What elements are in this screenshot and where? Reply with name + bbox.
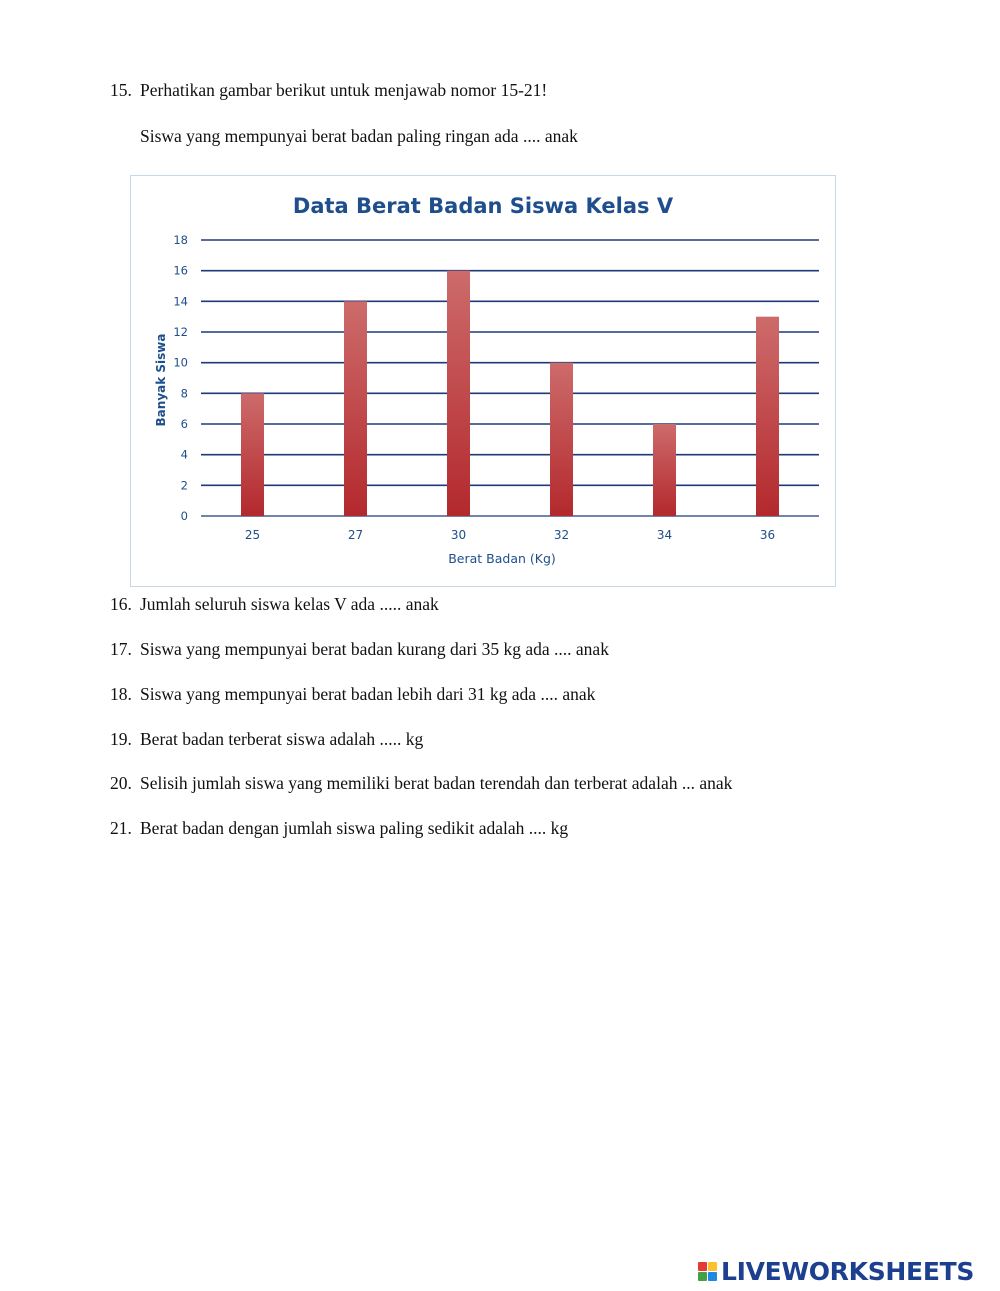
question-text: Berat badan terberat siswa adalah ..... kg xyxy=(140,729,424,749)
question-20 xyxy=(110,773,732,794)
x-axis-label: Berat Badan (Kg) xyxy=(448,551,556,566)
y-tick-label: 6 xyxy=(180,417,188,431)
question-16 xyxy=(110,594,439,615)
question-21 xyxy=(110,818,568,839)
y-tick-label: 8 xyxy=(180,386,188,401)
y-tick-label: 10 xyxy=(173,355,188,370)
bar xyxy=(344,301,367,516)
y-axis-label: Banyak Siswa xyxy=(154,333,168,427)
x-tick-label: 30 xyxy=(450,528,467,542)
question-19 xyxy=(110,729,423,750)
x-tick-label: 36 xyxy=(759,528,776,542)
question-text: Berat badan dengan jumlah siswa paling sedikit adalah .... kg xyxy=(140,818,569,838)
logo-blocks-icon xyxy=(698,1262,717,1281)
question-number: 20. xyxy=(110,773,132,793)
question-number: 16. xyxy=(110,594,132,614)
bar xyxy=(756,317,779,516)
y-tick-label: 0 xyxy=(180,509,188,523)
question-18 xyxy=(110,684,595,705)
logo-text: LIVEWORKSHEETS xyxy=(721,1256,975,1286)
x-tick-label: 32 xyxy=(553,528,570,542)
question-15 xyxy=(110,80,547,101)
question-number: 21. xyxy=(110,818,132,838)
question-15-sub: Siswa yang mempunyai berat badan paling ringan ada .... anak xyxy=(140,126,578,146)
question-text: Siswa yang mempunyai berat badan kurang dari 35 kg ada .... anak xyxy=(140,639,609,659)
question-text: Perhatikan gambar berikut untuk menjawab nomor 15-21! xyxy=(140,80,548,100)
chart-svg xyxy=(131,176,835,586)
bar xyxy=(241,393,264,516)
question-text: Selisih jumlah siswa yang memiliki berat badan terendah dan terberat adalah ... anak xyxy=(140,773,733,793)
logo-block xyxy=(698,1262,707,1271)
x-tick-label: 27 xyxy=(347,528,364,542)
y-tick-label: 16 xyxy=(173,263,188,278)
question-text: Siswa yang mempunyai berat badan lebih dari 31 kg ada .... anak xyxy=(140,684,596,704)
logo-block xyxy=(708,1272,717,1281)
bar xyxy=(550,363,573,516)
liveworksheets-logo[interactable] xyxy=(698,1256,974,1286)
x-tick-label: 34 xyxy=(656,528,673,542)
y-tick-label: 18 xyxy=(173,233,188,247)
bar xyxy=(447,271,470,516)
bar xyxy=(653,424,676,516)
question-number: 19. xyxy=(110,729,132,749)
weight-chart xyxy=(130,175,836,587)
y-tick-label: 2 xyxy=(180,478,188,493)
question-number: 18. xyxy=(110,684,132,704)
question-number: 15. xyxy=(110,80,132,100)
y-tick-label: 4 xyxy=(180,447,188,462)
question-number: 17. xyxy=(110,639,132,659)
logo-block xyxy=(708,1262,717,1271)
logo-block xyxy=(698,1272,707,1281)
chart-title: Data Berat Badan Siswa Kelas V xyxy=(292,194,674,218)
x-tick-label: 25 xyxy=(244,528,261,542)
question-17 xyxy=(110,639,609,660)
question-text: Jumlah seluruh siswa kelas V ada ..... anak xyxy=(140,594,439,614)
y-tick-label: 14 xyxy=(173,294,188,309)
y-tick-label: 12 xyxy=(173,325,188,339)
